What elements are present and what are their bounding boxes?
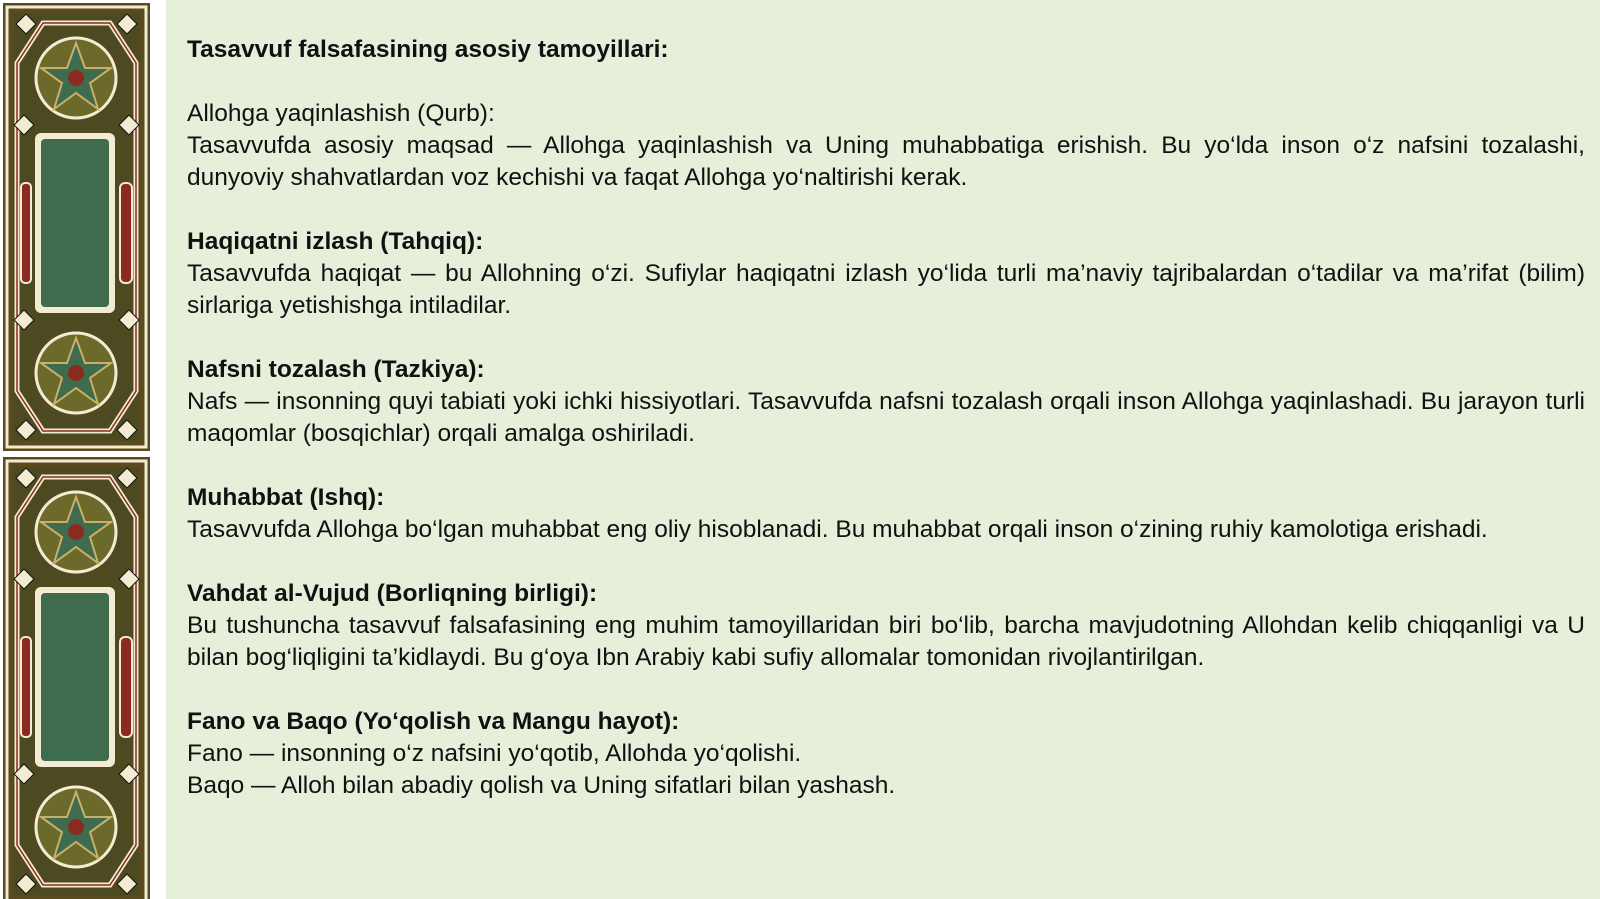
fano-line: Fano — insonning o‘z nafsini yo‘qotib, Allohda yo‘qolishi. <box>187 740 802 767</box>
section-tahqiq <box>187 226 1585 322</box>
section-body: Tasavvufda haqiqat — bu Allohning o‘zi. Sufiylar haqiqatni izlash yo‘lida turli ma’naviy tajribalardan o‘tadilar va ma’rifat (bilim) sirlariga yetishishga intiladilar. <box>187 260 1585 319</box>
section-title: Haqiqatni izlash (Tahqiq): <box>187 228 484 255</box>
document-content <box>187 34 1585 834</box>
section-fano-baqo <box>187 706 1585 802</box>
section-vahdat-al-vujud <box>187 578 1585 674</box>
section-body: Bu tushuncha tasavvuf falsafasining eng muhim tamoyillaridan biri bo‘lib, barcha mavjudotning Allohdan kelib chiqqanligi va U bilan bog‘liqligini ta’kidlaydi. Bu g‘oya Ibn Arabiy kabi sufiy allomalar tomonidan rivojlantirilgan. <box>187 612 1585 671</box>
section-qurb <box>187 98 1585 194</box>
document-heading: Tasavvuf falsafasining asosiy tamoyillari: <box>187 36 669 63</box>
section-title: Fano va Baqo (Yo‘qolish va Mangu hayot): <box>187 708 680 735</box>
islamic-ornament-panel-icon <box>3 457 150 899</box>
section-body: Tasavvufda Allohga bo‘lgan muhabbat eng oliy hisoblanadi. Bu muhabbat orqali inson o‘zining ruhiy kamolotiga erishadi. <box>187 516 1488 543</box>
section-body: Tasavvufda asosiy maqsad — Allohga yaqinlashish va Uning muhabbatiga erishish. Bu yo‘lda inson o‘z nafsini tozalashi, dunyoviy shahvatlardan voz kechishi va faqat Allohga yo‘naltirishi kerak. <box>187 132 1585 191</box>
section-tazkiya <box>187 354 1585 450</box>
section-title: Nafsni tozalash (Tazkiya): <box>187 356 485 383</box>
section-title: Muhabbat (Ishq): <box>187 484 385 511</box>
section-ishq <box>187 482 1585 546</box>
section-title: Allohga yaqinlashish (Qurb): <box>187 100 495 127</box>
ornament-sidebar <box>0 0 166 899</box>
section-title: Vahdat al-Vujud (Borliqning birligi): <box>187 580 598 607</box>
islamic-ornament-panel-icon <box>3 3 150 451</box>
baqo-line: Baqo — Alloh bilan abadiy qolish va Uning sifatlari bilan yashash. <box>187 772 896 799</box>
section-body: Nafs — insonning quyi tabiati yoki ichki hissiyotlari. Tasavvufda nafsni tozalash orqali inson Allohga yaqinlashadi. Bu jarayon turli maqomlar (bosqichlar) orqali amalga oshiriladi. <box>187 388 1585 447</box>
